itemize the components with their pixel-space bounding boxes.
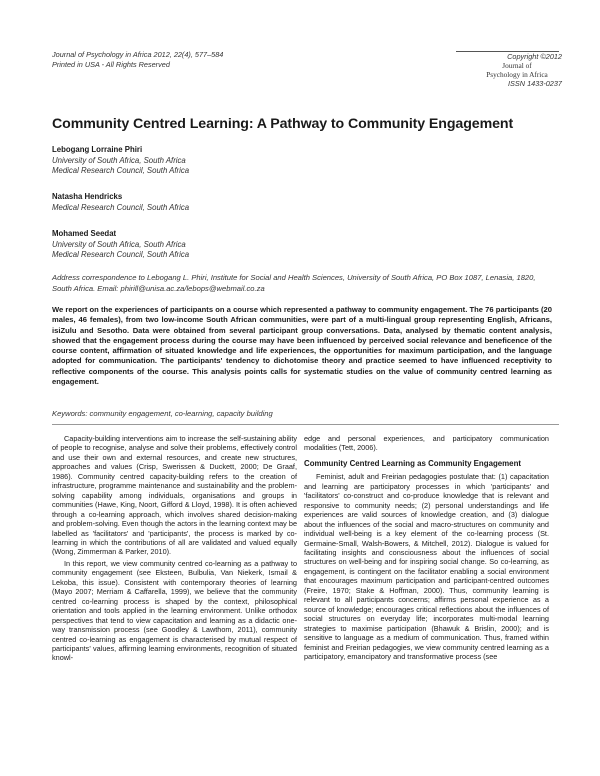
author-affiliation: Medical Research Council, South Africa bbox=[52, 250, 190, 259]
author-name: Lebogang Lorraine Phiri bbox=[52, 145, 143, 154]
journal-name-line1: Journal of bbox=[502, 61, 532, 70]
body-paragraph: Capacity-building interventions aim to increase the self-sustaining ability of people to recognise, analyse and solve their problems, effectively control and use their own and external resources, and create new structures, approaches and values (Crisp, Swerissen & Duckett, 2000; De Graaf, 1986). Community centred capacity-building refers to the creation of infrastructure, programme maintenance and sustainability and the problem-solving capability among individuals, organisations and groups in communities (Hawe, King, Noort, Gifford & Lloyd, 1998). It is often achieved through a co-learning approach, which involves shared decision-making and problem-solving. Even though the actors in the learning context may be labelled as 'facilitators' and 'participants', the process is marked by co-learning in which the contributions of all are validated and valued equally (Wong, Zimmerman & Parker, 2010). bbox=[52, 434, 297, 557]
body-column-right bbox=[304, 434, 549, 661]
author-block bbox=[52, 145, 189, 177]
author-name: Natasha Hendricks bbox=[52, 192, 123, 201]
keywords-divider bbox=[52, 424, 559, 425]
abstract: We report on the experiences of participants on a course which represented a pathway to community engagement. The 76 participants (20 males, 46 females), from two low-income South African communities, were part of a multi-lingual group representing English, Africans, isiZulu and Sesotho. Data were obtained from several participant group conversations. Data, analysed by thematic content analysis, showed that the engagement process during the course may have been influenced by perceived social relevance and beneficence of the course content, affirmation of situated knowledge and life experiences, the opportunities for maximum participation, and the language adopted for communication. The participants' tendency to dichotomise theory and practice seemed to have influenced receptivity to reflective components of the course. This analysis points calls for systematic studies on the value of community centred learning as engagement. bbox=[52, 305, 552, 387]
author-block bbox=[52, 192, 189, 213]
author-affiliation: University of South Africa, South Africa bbox=[52, 155, 186, 165]
journal-header-left bbox=[52, 50, 223, 70]
author-affiliation: Medical Research Council, South Africa bbox=[52, 166, 190, 175]
journal-citation: Journal of Psychology in Africa 2012, 22(4), 577–584 bbox=[52, 50, 224, 59]
journal-header-right bbox=[452, 52, 562, 88]
correspondence-address: Address correspondence to Lebogang L. Phiri, Institute for Social and Health Sciences, University of South Africa, PO Box 1087, Lenasia, 1820, South Africa. Email: phirill@unisa.ac.za/lebops@webmail.co.za bbox=[52, 273, 536, 293]
issn: ISSN 1433-0237 bbox=[508, 79, 562, 88]
author-block bbox=[52, 229, 189, 261]
author-name: Mohamed Seedat bbox=[52, 229, 117, 238]
printed-notice: Printed in USA - All Rights Reserved bbox=[52, 60, 170, 69]
author-affiliation: University of South Africa, South Africa bbox=[52, 239, 186, 249]
journal-name-line2: Psychology in Africa bbox=[486, 70, 548, 79]
article-title: Community Centred Learning: A Pathway to Community Engagement bbox=[52, 116, 514, 132]
author-affiliation: Medical Research Council, South Africa bbox=[52, 202, 190, 212]
copyright: Copyright ©2012 bbox=[507, 52, 562, 61]
keywords: Keywords: community engagement, co-learning, capacity building bbox=[52, 409, 273, 418]
section-heading: Community Centred Learning as Community Engagement bbox=[304, 458, 522, 468]
body-paragraph: edge and personal experiences, and participatory communication modalities (Tett, 2006). bbox=[304, 434, 549, 453]
body-column-left bbox=[52, 434, 297, 663]
body-paragraph: Feminist, adult and Freirian pedagogies postulate that: (1) capacitation and learning are participatory processes in which 'participants' and 'facilitators' co-construct and co-produce knowledge that is relevant and responsive to community needs; (2) personal understandings and life experiences are valid sources of knowledge creation, and (3) dialogue about the influences of the social and macro-structures on community and individual well-being is a key element of the co-learning process (St. Germaine-Small, Walsh-Bowers, & Mitchell, 2012). Dialogue is valued for facilitating insights and consciousness about the influences of social structures on well-being and for inspiring social change. So co-learning, as engagement, is contingent on the facilitator enabling a social environment that encourages maximum participation and participant-centred outcomes (Freire, 1970; Stake & Hoffman, 2000). Thus, community learning is relevant to all participants concerns; affirms personal experience as a source of knowledge; encourages critical reflections about the influences of social structures on everyday life; incorporates multi-modal learning strategies to maximise participation (Bhawuk & Brislin, 2000); and is sensitive to language as a medium of communication. Thus, framed within feminist and Freirian pedagogies, we view community centred learning as a participatory, emancipatory and transformative process (see bbox=[304, 472, 549, 661]
body-paragraph: In this report, we view community centred co-learning as a pathway to community engagement (see Eksteen, Bulbulia, Van Niekerk, Ismail & Lekoba, this issue). Consistent with contemporary theories of learning (Mayo 2007; Merriam & Caffarella, 1999), we believe that the community centred co-learning process is shaped by the context, philosophical orientation and tools applied in the learning environment. Unlike orthodox perspectives that tend to view capacitation and learning as a didactic one-way transmission process (see Goodley & Lawthom, 2011), community centred co-learning as engagement is characterised by mutual respect of participants' values, affirming learning environments, recognition of situated knowl- bbox=[52, 558, 297, 663]
